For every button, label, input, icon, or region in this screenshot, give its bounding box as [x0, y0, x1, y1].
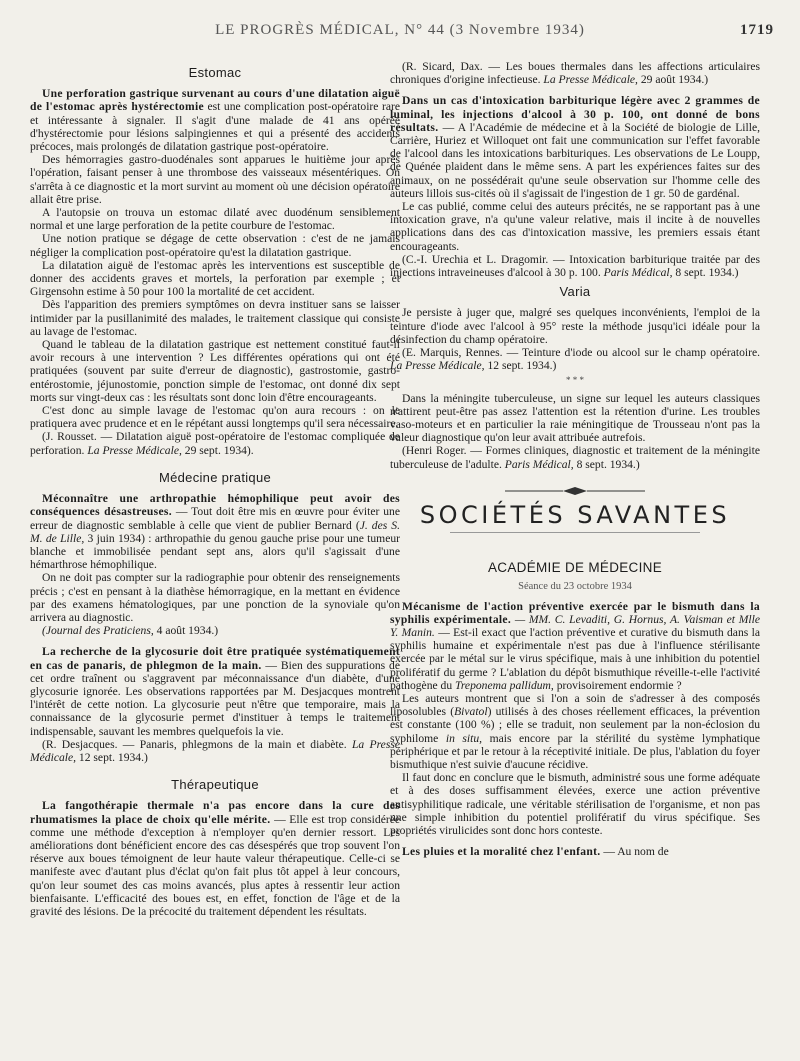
article-text: — Bien des suppurations de cet ordre traînent ou s'aggravent par méconnaissance d'un diabète, d'une glycosurie ignorée. Les observations rapportées par M. Desjacques montrent l'intérêt de cette notion. La glycosurie peut n'être que temporaire, mais la connaissance de la glycosurie permet d'instituer à temps le traitement indispensable, sauvant les membres quelquefois la vie.	[30, 658, 400, 738]
right-column	[390, 60, 760, 858]
section-title-therapeutique: Thérapeutique	[171, 777, 259, 793]
article-text: — Au nom de	[600, 845, 669, 859]
article-text: — Est-il exact que l'action préventive et curative du bismuth dans la syphilis humaine et expérimentale n'est pas due à l'influence stérilisante exercée par le métal sur le virus spécifique, mais à une inhibition du potentiel prolifératif du germe ? L'ablation du dépôt bismuthique réveille-t-elle l'activité pathogène du	[390, 625, 760, 692]
citation-journal: Paris Médical,	[504, 457, 574, 471]
citation-date: 29 sept. 1934).	[181, 443, 254, 457]
citation-date: 12 sept. 1934.)	[76, 750, 148, 764]
paragraph: Je persiste à juger que, malgré ses quelques inconvénients, l'emploi de la teinture d'iode avec l'alcool à 95° reste la méthode jusqu'ici idéale pour la désinfection du champ opératoire.	[390, 306, 760, 346]
citation-date: 8 sept. 1934.)	[672, 266, 739, 280]
ornament-divider-icon	[505, 485, 645, 497]
article-text: est une complication post-opératoire rare et intéressante à signaler. Il s'agit d'une malade de 41 ans opérée d'hystérectomie pour lésions salpingiennes et qui a présenté des accidents précoces, mais prolongés de dilatation gastrique post-opératoire.	[30, 100, 400, 154]
article-lead: La recherche de la glycosurie doit être pratiquée systématiquement en cas de panaris, de phlegmon de la main.	[30, 645, 400, 672]
societes-savantes-heading: SOCIÉTÉS SAVANTES	[419, 500, 731, 529]
paragraph	[390, 94, 760, 200]
paragraph	[390, 692, 760, 771]
article-lead: Mécanisme de l'action préventive exercée par le bismuth dans la syphilis expérimentale.	[390, 599, 760, 626]
asterism: * * *	[566, 375, 584, 386]
citation-author: (R. Sicard, Dax. — Les boues thermales dans les affections articulaires chroniques d'origine infectieuse.	[390, 60, 760, 87]
paragraph	[30, 645, 400, 737]
article-text: — A l'Académie de médecine et à la Société de biologie de Lille, Carrière, Huriez et Willoquet ont fait une communication sur l'effet favorable de l'alcool dans les intoxications barbituriques. Les observations de Le Loupp, de Quénée plaident dans le même sens. A part les expériences faites sur des animaux, on ne possédérait qu'une seule observation sur l'homme celle des auteurs lillois sus-cités où il s'agissait de l'ingestion de 1 gr. 50 de gardénal.	[390, 120, 760, 200]
citation-journal: La Presse Médicale,	[30, 737, 400, 764]
citation-journal: La Presse Médicale,	[390, 359, 485, 373]
citation	[30, 430, 400, 456]
article-text: in situ,	[445, 731, 483, 745]
paragraph: Le cas publié, comme celui des auteurs précités, ne se rapportant pas à une intoxication grave, n'a qu'une valeur relative, mais il incite à de nouvelles applications dans des cas d'intoxication massive, les premiers essais étant encourageants.	[390, 200, 760, 253]
paragraph: On ne doit pas compter sur la radiographie pour obtenir des renseignements précis ; c'est en pensant à la diathèse hémorragique, en la mettant en évidence par des examens hématologiques, par une ponction de la synoviale qu'on arrivera au diagnostic.	[30, 571, 400, 624]
ornament-divider	[390, 485, 760, 497]
citation-author: (C.-I. Urechia et L. Dragomir. — Intoxication barbiturique traitée par des injections intraveineuses d'alcool à 30 p. 100.	[390, 252, 760, 280]
section-title-medecine-pratique: Médecine pratique	[158, 469, 272, 485]
citation-author: (Henri Roger. — Formes cliniques, diagnostic et traitement de la méningite tuberculeuse de l'adulte.	[390, 444, 760, 471]
citation-date: 29 août 1934.)	[637, 73, 709, 87]
paragraph: Quand le tableau de la dilatation gastrique est nettement constitué faut-il avoir recours à une intervention ? Les différentes opérations qui ont été pratiquées (souvent par suite d'erreur de diagnostic), gastrostomie, gastro-entérostomie, jéjunostomie, ponction simple de l'estomac, ont donné dix sept morts sur vingt-deux cas : les résultats sont donc loin d'être encourageants.	[30, 338, 400, 404]
article-lead: Méconnaître une arthropathie hémophilique peut avoir des conséquences désastreuses.	[30, 492, 400, 519]
paragraph: A l'autopsie on trouva un estomac dilaté avec duodénum sensiblement normal et une large perforation de la petite courbure de l'estomac.	[30, 206, 400, 233]
paragraph: Des hémorragies gastro-duodénales sont apparues le huitième jour après l'opération, faisant penser à une thrombose des vaisseaux mésentériques. On s'arrêta à ce diagnostic et la mort survint au moment où une décision opératoire allait être prise.	[30, 153, 400, 206]
left-column	[30, 60, 400, 918]
citation	[390, 253, 760, 279]
academie-heading: ACADÉMIE DE MÉDECINE	[487, 560, 663, 576]
running-header	[0, 22, 800, 42]
paragraph	[30, 492, 400, 571]
article-lead: La fangothérapie thermale n'a pas encore dans la cure des rhumatismes la place de choix qu'elle mérite.	[30, 799, 400, 826]
running-title: LE PROGRÈS MÉDICAL, N° 44 (3 Novembre 1934)	[215, 22, 585, 38]
paragraph: C'est donc au simple lavage de l'estomac qu'on aura recours : on le pratiquera avec prudence et en le répétant aussi longtemps qu'il sera nécessaire.	[30, 404, 400, 431]
citation	[390, 444, 760, 470]
article-text: Les auteurs montrent que si l'on a soin de s'adresser à des composés liposolubles (	[390, 691, 760, 719]
article-text: — Elle est trop considérée comme une méthode d'exception à n'employer qu'en dernier ressort. Les améliorations dont bénéficient encore des cas désespérés que trop souvent l'on réserve aux boues témoignent de leur haute valeur thérapeutique. Celle-ci se manifeste avec d'autant plus d'éclat qu'on fait plus tôt appel à leur concours, qu'on leur soumet des cas moins avancés, plus aptes à ressentir leur action bienfaisante. L'efficacité des boues est, en effet, fonction de l'âge et de la gravité des lésions. De la précocité du traitement dépendent les résultats.	[30, 812, 401, 918]
citation	[30, 624, 400, 637]
article-text: 3 juin 1934) : arthropathie du genou gauche prise pour une tumeur blanche et immobilisée pendant sept ans, alors qu'il s'agissait d'une hémarthrose hémophilique.	[30, 531, 400, 572]
citation-author: (R. Desjacques. — Panaris, phlegmons de la main et diabète.	[42, 737, 352, 751]
seance-date: Séance du 23 octobre 1934	[518, 581, 632, 593]
article-authors: — MM. C. Levaditi, G. Hornus, A. Vaisman et Mlle Y. Manin.	[390, 612, 760, 639]
citation-author: (E. Marquis, Rennes. — Teinture d'iode ou alcool sur le champ opératoire.	[402, 346, 760, 360]
article-text: Treponema pallidum,	[455, 678, 554, 692]
citation	[30, 738, 400, 764]
section-title-estomac: Estomac	[188, 65, 242, 80]
citation-date: 4 août 1934.)	[153, 624, 219, 638]
paragraph: Une notion pratique se dégage de cette observation : c'est de ne jamais négliger la complication post-opératoire qu'est la dilatation gastrique.	[30, 232, 400, 259]
heading-rule	[450, 532, 700, 533]
citation-date: 8 sept. 1934.)	[573, 457, 640, 471]
page-number: 1719	[740, 22, 774, 38]
citation-journal: (Journal des Praticiens,	[42, 624, 154, 638]
paragraph	[30, 87, 400, 153]
article-text: ) utilisés à des choses réellement efficaces, la prévention est constante (100 %) ; elle se traduit, non seulement par la non-éclosion du syphilome	[390, 705, 760, 745]
citation-author: (J. Rousset. — Dilatation aiguë post-opératoire de l'estomac compliquée de perforation.	[30, 430, 400, 457]
article-lead: Les pluies et la moralité chez l'enfant.	[402, 845, 601, 859]
article-text: Bivatol	[454, 705, 488, 719]
article-lead: Dans un cas d'intoxication barbiturique légère avec 2 grammes de luminal, les injections d'alcool à 30 p. 100, ont donné de bons résultats.	[390, 94, 760, 134]
paragraph	[390, 845, 760, 858]
citation-journal: La Presse Médicale,	[87, 443, 182, 457]
paragraph: Dans la méningite tuberculeuse, un signe sur lequel les auteurs classiques n'attirent peut-être pas assez l'attention est la rétention d'urine. Les troubles vaso-moteurs et en particulier la raie méningitique de Trousseau n'ont pas la valeur diagnostique qu'on leur avait attribuée autrefois.	[390, 391, 760, 445]
paragraph: La dilatation aiguë de l'estomac après les interventions est susceptible de donner des accidents graves et mortels, la perforation par exemple ; et Girgensohn estime à 50 pour 100 la mortalité de cet accident.	[30, 258, 400, 299]
section-title-varia: Varia	[559, 284, 591, 300]
article-text: — Tout doit être mis en œuvre pour éviter une erreur de diagnostic semblable à celle que vient de publier Bernard (	[30, 505, 400, 532]
article-text: mais encore par la stérilité du système lymphatique périphérique et par le retour à la réceptivité initiale. De plus, l'ablation du foyer bismuthique n'est suivie d'aucune récidive.	[390, 731, 760, 771]
paragraph: Il faut donc en conclure que le bismuth, administré sous une forme adéquate et à des doses suffisamment élevées, exerce une action préventive antisyphilitique radicale, une véritable stérilisation de l'organisme, et non pas une simple inhibition du potentiel prolifératif du virus spécifique. Ses propriétés virulicides sont donc hors conteste.	[390, 771, 760, 837]
paragraph: Dès l'apparition des premiers symptômes on devra instituer sans se laisser intimider par la pusillanimité des malades, le traitement classique qui consiste au lavage de l'estomac.	[30, 298, 400, 338]
citation	[390, 346, 760, 372]
article-text: provisoirement endormie ?	[553, 678, 682, 692]
citation-journal: La Presse Médicale,	[543, 73, 638, 87]
paragraph	[30, 799, 400, 918]
citation	[390, 60, 760, 86]
citation-date: 12 sept. 1934.)	[484, 359, 557, 373]
article-lead: Une perforation gastrique survenant au cours d'une dilatation aiguë de l'estomac après hystérectomie	[30, 87, 400, 114]
inline-reference: J. des S. M. de Lille,	[30, 518, 400, 545]
paragraph	[390, 600, 760, 692]
citation-journal: Paris Médical,	[603, 266, 673, 280]
